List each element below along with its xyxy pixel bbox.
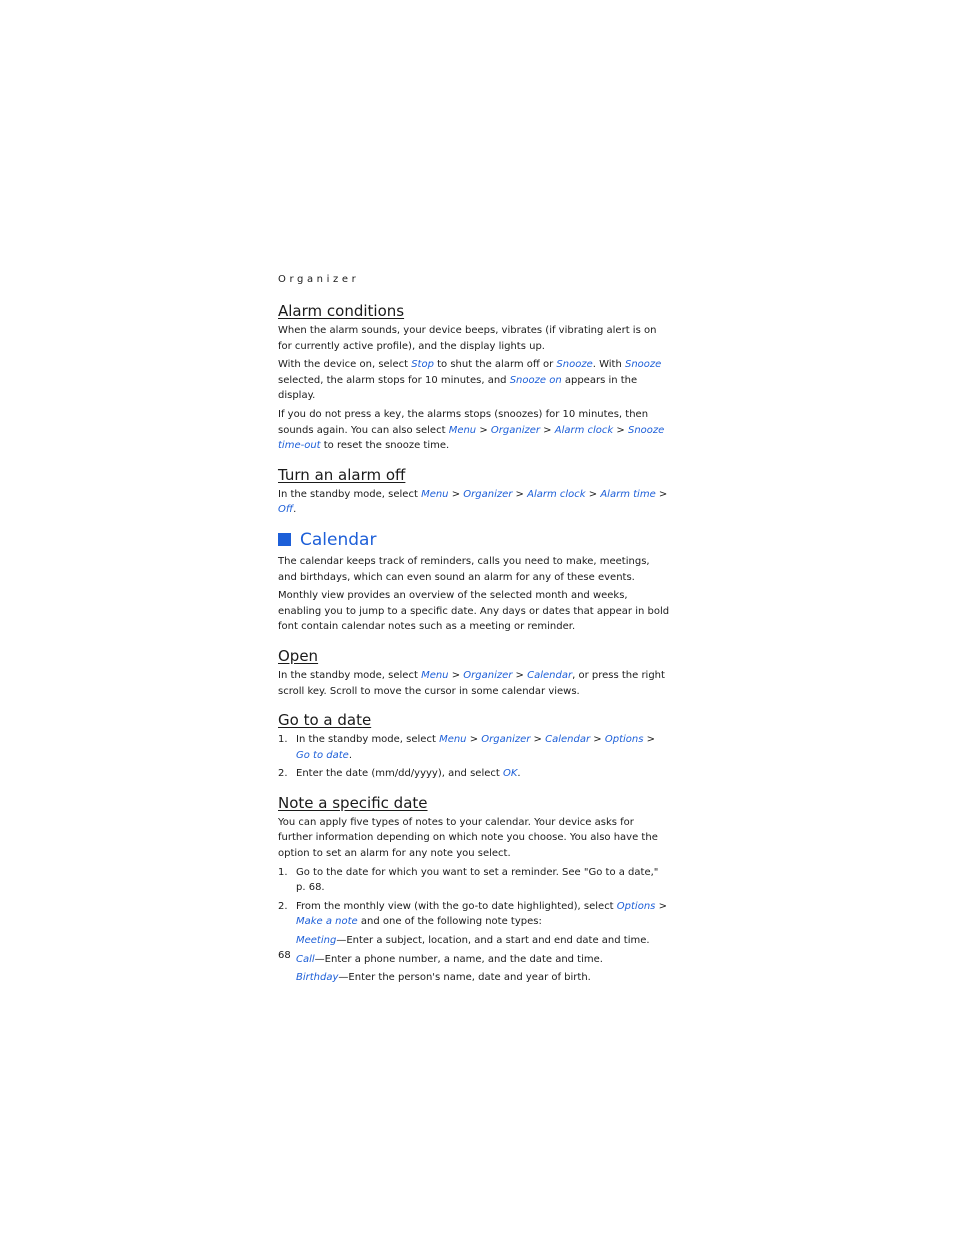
menu-item-menu: Menu: [448, 424, 477, 436]
page-number: 68: [278, 950, 291, 961]
text: .: [517, 768, 521, 780]
step-number: 2.: [278, 900, 288, 912]
text: , or press the right scroll key. Scroll to move the cursor in some calendar views.: [278, 669, 665, 697]
running-head: Organizer: [278, 274, 360, 285]
open-paragraph: [278, 668, 670, 699]
menu-item-menu: Menu: [439, 734, 467, 746]
turn-off-paragraph: [278, 487, 670, 518]
separator: >: [590, 734, 605, 746]
menu-item-organizer: Organizer: [463, 488, 513, 500]
page-content: [278, 272, 670, 997]
menu-item-calendar: Calendar: [545, 734, 591, 746]
list-item: [278, 865, 670, 896]
separator: >: [448, 488, 464, 500]
text: If you do not press a key, the alarms stops (snoozes) for 10 minutes, then sounds again. You can also select: [278, 408, 649, 436]
list-item: [278, 899, 670, 930]
alarm-conditions-paragraph-1: When the alarm sounds, your device beeps, vibrates (if vibrating alert is on for currently active profile), and the display lights up.: [278, 325, 657, 352]
heading-note-specific-date: Note a specific date: [278, 793, 428, 812]
menu-item-alarm-clock: Alarm clock: [527, 488, 586, 500]
menu-item-snooze-time-out: Snooze time-out: [278, 424, 665, 452]
menu-item-stop: Stop: [411, 359, 434, 371]
separator: >: [530, 734, 546, 746]
text: In the standby mode, select: [296, 734, 440, 746]
text: .: [293, 504, 297, 516]
menu-item-options: Options: [616, 900, 656, 912]
separator: >: [655, 488, 668, 500]
menu-item-ok: OK: [502, 768, 518, 780]
text: appears in the display.: [278, 374, 638, 402]
text: Go to the date for which you want to set a reminder. See "Go to a date," p. 68.: [296, 866, 659, 894]
separator: >: [585, 488, 601, 500]
menu-item-menu: Menu: [421, 669, 449, 681]
step-number: 1.: [278, 866, 288, 878]
separator: >: [643, 734, 655, 746]
note-date-paragraph: You can apply five types of notes to your calendar. Your device asks for further information depending on which note you choose. You also have the option to set an alarm for any note you select.: [278, 816, 658, 860]
note-type-desc: —Enter a phone number, a name, and the date and time.: [314, 953, 603, 965]
heading-calendar: [278, 529, 670, 551]
menu-item-calendar: Calendar: [527, 669, 573, 681]
text: selected, the alarm stops for 10 minutes, and: [278, 374, 510, 386]
section-square-icon: [278, 533, 291, 546]
list-item: [278, 732, 670, 763]
note-type-call: [278, 952, 670, 968]
menu-item-go-to-date: Go to date: [296, 749, 349, 761]
text: and one of the following note types:: [357, 916, 542, 928]
text: to shut the alarm off or: [433, 359, 557, 371]
go-to-date-steps: [278, 732, 670, 782]
menu-item-snooze: Snooze: [624, 359, 662, 371]
note-type-name: Meeting: [296, 935, 337, 947]
separator: >: [613, 424, 628, 436]
note-type-desc: —Enter the person's name, date and year of birth.: [338, 972, 591, 984]
heading-open: Open: [278, 646, 319, 665]
text: In the standby mode, select: [278, 669, 422, 681]
step-number: 1.: [278, 734, 288, 746]
heading-go-to-date: Go to a date: [278, 711, 372, 730]
separator: >: [655, 900, 667, 912]
note-type-birthday: [278, 970, 670, 986]
note-type-meeting: [278, 933, 670, 949]
separator: >: [512, 488, 528, 500]
step-number: 2.: [278, 768, 288, 780]
calendar-paragraph-2: Monthly view provides an overview of the selected month and weeks, enabling you to jump to a specific date. Any days or dates that appear in bold font contain calendar notes such as a meeting or reminder.: [278, 590, 670, 633]
calendar-paragraph-1: The calendar keeps track of reminders, calls you need to make, meetings, and birthdays, which can even sound an alarm for any of these events.: [278, 555, 650, 583]
alarm-conditions-paragraph-2: [278, 357, 670, 404]
menu-item-menu: Menu: [421, 488, 449, 500]
section-calendar: [278, 529, 670, 635]
section-go-to-date: [278, 710, 670, 782]
note-date-steps: [278, 865, 670, 930]
menu-item-alarm-time: Alarm time: [600, 488, 656, 500]
separator: >: [448, 669, 464, 681]
text: Enter the date (mm/dd/yyyy), and select: [296, 768, 503, 780]
separator: >: [466, 734, 482, 746]
menu-item-options: Options: [604, 734, 644, 746]
menu-item-organizer: Organizer: [490, 424, 540, 436]
menu-item-off: Off: [278, 504, 294, 516]
note-type-name: Birthday: [296, 972, 339, 984]
text: With the device on, select: [278, 359, 412, 371]
heading-turn-alarm-off: Turn an alarm off: [278, 465, 406, 484]
menu-item-organizer: Organizer: [463, 669, 513, 681]
heading-calendar-text: Calendar: [300, 529, 377, 550]
section-open: [278, 646, 670, 699]
separator: >: [512, 669, 528, 681]
section-turn-alarm-off: [278, 465, 670, 518]
text: . With: [592, 359, 625, 371]
list-item: [278, 766, 670, 782]
section-alarm-conditions: [278, 301, 670, 454]
text: to reset the snooze time.: [320, 440, 450, 452]
note-type-desc: —Enter a subject, location, and a start and end date and time.: [336, 935, 650, 947]
note-type-name: Call: [296, 953, 315, 965]
menu-item-snooze-on: Snooze on: [509, 374, 562, 386]
heading-alarm-conditions: Alarm conditions: [278, 302, 405, 320]
separator: >: [476, 424, 491, 436]
menu-item-alarm-clock: Alarm clock: [554, 424, 614, 436]
text: .: [348, 749, 352, 761]
menu-item-make-a-note: Make a note: [296, 916, 358, 928]
section-note-specific-date: [278, 793, 670, 986]
menu-item-snooze: Snooze: [556, 359, 593, 371]
alarm-conditions-paragraph-3: [278, 407, 670, 454]
text: From the monthly view (with the go-to date highlighted), select: [296, 900, 617, 912]
text: In the standby mode, select: [278, 488, 422, 500]
menu-item-organizer: Organizer: [481, 734, 531, 746]
separator: >: [540, 424, 555, 436]
